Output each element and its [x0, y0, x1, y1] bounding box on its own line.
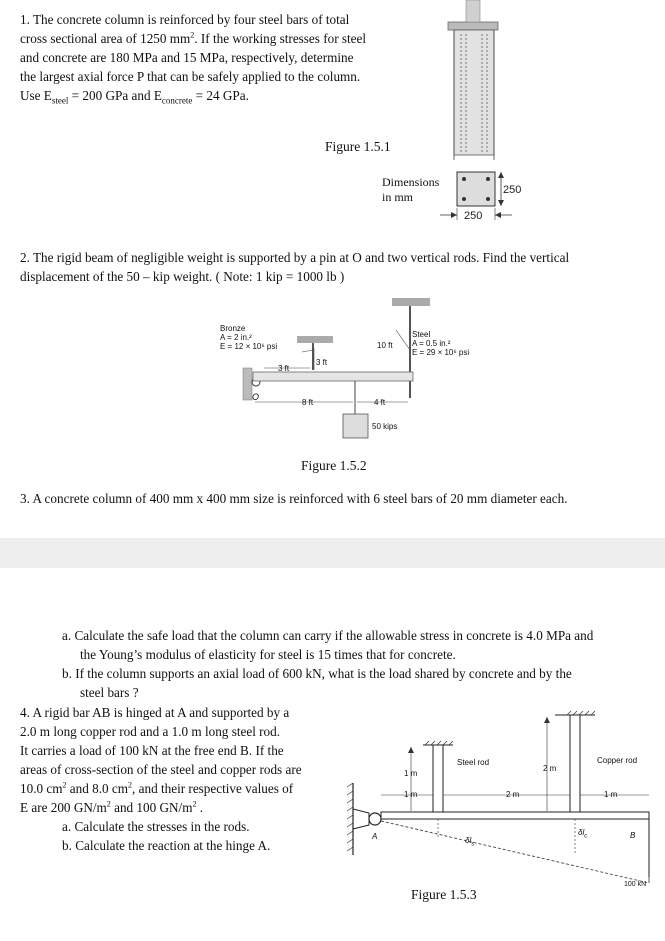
p4-line-5: 10.0 $cm^2$ and 8.0 $cm^2$, and their respective values of [20, 780, 294, 796]
figure-1-caption: Figure 1.5.1 [325, 139, 391, 154]
label-a: A [372, 832, 378, 841]
two-m-b: 2 m [506, 790, 520, 799]
p2-line-2: displacement of the 50 – kip weight. ( Note: 1 kip = 1000 lb ) [20, 269, 345, 284]
steel-rod [433, 745, 443, 812]
label-b: B [630, 831, 636, 840]
one-m-c: 1 m [604, 790, 618, 799]
ten-ft: 10 ft [377, 341, 393, 350]
steel-name: Steel [412, 330, 431, 339]
rigid-bar-ab [381, 812, 649, 819]
delta-copper: $\delta l_c$ [578, 828, 588, 840]
load-block [343, 414, 368, 438]
column-body [454, 30, 494, 155]
figure-3-caption: Figure 1.5.3 [411, 887, 477, 902]
p3a-line-1: a. Calculate the safe load that the column can carry if the allowable stress in concrete is 4.0 MPa and [62, 628, 594, 643]
problem-3-item-a [62, 626, 657, 664]
column-load-block [466, 0, 480, 22]
p3b-line-2: steel bars ? [80, 685, 139, 700]
three-ft-a: 3 ft [278, 364, 290, 373]
bronze-name: Bronze [220, 324, 246, 333]
one-m-a: 1 m [404, 769, 418, 778]
dim-vertical-label: 250 [503, 184, 522, 196]
dimensions-label-line-2: in mm [382, 190, 414, 204]
steel-area: A = 0.5 in.² [412, 339, 451, 348]
problem-2-text [20, 248, 660, 286]
bronze-modulus: E = 12 × 10⁶ psi [220, 342, 278, 351]
column-cross-section [457, 172, 495, 206]
p2-line-1: 2. The rigid beam of negligible weight is supported by a pin at O and two vertical rods. Find the vertical [20, 250, 570, 265]
figure-3-diagram [345, 705, 663, 895]
p4-sub-b: b. Calculate the reaction at the hinge A. [62, 838, 271, 853]
three-ft-b: 3 ft [316, 358, 328, 367]
problem-1-text [20, 10, 430, 105]
dim-horizontal-label: 250 [464, 210, 483, 222]
dimensions-label [382, 175, 439, 205]
bronze-label [220, 324, 277, 351]
figure-2-caption: Figure 1.5.2 [301, 458, 367, 473]
steel-rod-label: Steel rod [457, 758, 490, 767]
problem-3-item-b [62, 664, 657, 702]
bronze-ceiling [297, 336, 333, 343]
copper-rod [570, 715, 580, 812]
p4-line-3: It carries a load of 100 kN at the free end B. If the [20, 743, 284, 758]
p4-line-6: E are 200 $GN/m^2$ and 100 $GN/m^2$ . [20, 799, 204, 815]
steel-modulus: E = 29 × 10⁶ psi [412, 348, 470, 357]
rigid-beam [253, 372, 413, 381]
column-top-cap [448, 22, 498, 30]
steel-ceiling [392, 298, 430, 306]
two-m-a: 2 m [543, 764, 557, 773]
p3a-line-2: the Young’s modulus of elasticity for steel is 15 times that for concrete. [80, 647, 456, 662]
hinge-a [369, 813, 381, 825]
dimensions-label-line-1: Dimensions [382, 175, 440, 189]
bronze-area: A = 2 in.² [220, 333, 252, 342]
p4-line-1: 4. A rigid bar AB is hinged at A and supported by a [20, 705, 290, 720]
p3b-line-1: b. If the column supports an axial load of 600 kN, what is the load shared by concrete and by the [62, 666, 572, 681]
p1-line-2: cross sectional area of 1250 $mm^2$. If the working stresses for steel [20, 30, 367, 46]
copper-rod-label: Copper rod [597, 756, 638, 765]
steel-label [412, 330, 469, 357]
delta-steel: $\delta l_s$ [465, 836, 475, 848]
problem-3-intro: 3. A concrete column of 400 mm x 400 mm size is reinforced with 6 steel bars of 20 mm diameter each. [20, 491, 568, 506]
eight-ft: 8 ft [302, 398, 314, 407]
page-break-gap [0, 538, 665, 568]
four-ft: 4 ft [374, 398, 386, 407]
problem-4-text [20, 703, 340, 855]
p1-line-3: and concrete are 180 MPa and 15 MPa, respectively, determine [20, 50, 354, 65]
p1-line-1: 1. The concrete column is reinforced by four steel bars of total [20, 12, 350, 27]
p4-sub-a: a. Calculate the stresses in the rods. [62, 819, 250, 834]
figure-2-diagram [210, 290, 510, 450]
load-100-kn: 100 kN [624, 881, 647, 888]
load-50-kips: 50 kips [372, 422, 398, 431]
p1-line-4: the largest axial force P that can be safely applied to the column. [20, 69, 361, 84]
p4-line-2: 2.0 m long copper rod and a 1.0 m long steel rod. [20, 724, 281, 739]
o-label: O [252, 392, 260, 402]
p1-line-5: Use $E_{steel} = 200$ GPa and $E_{concrete} = 24$ GPa. [20, 88, 249, 106]
pin-support [243, 368, 252, 400]
p4-line-4: areas of cross-section of the steel and copper rods are [20, 762, 302, 777]
one-m-b: 1 m [404, 790, 418, 799]
